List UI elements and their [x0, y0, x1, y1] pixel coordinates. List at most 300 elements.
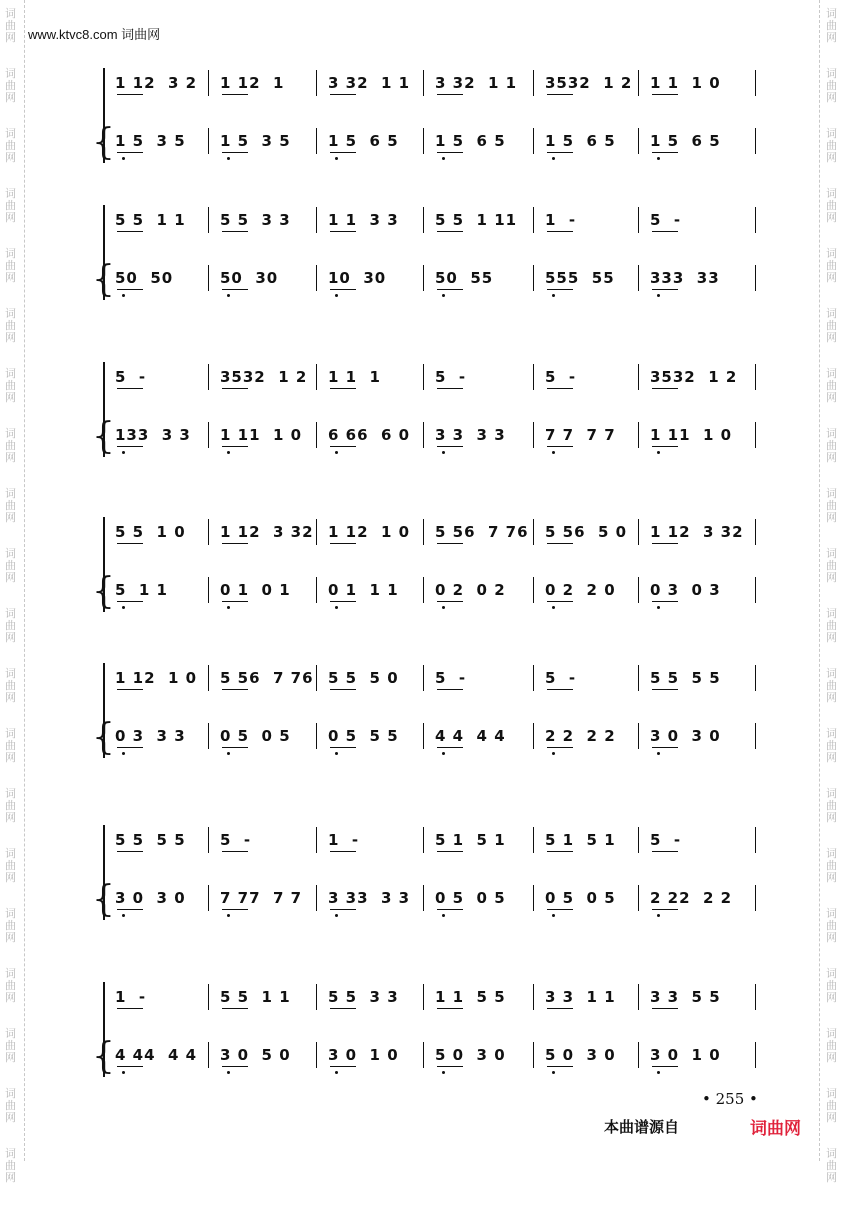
beam-underline	[547, 1008, 573, 1009]
watermark-char: 词	[5, 787, 16, 800]
melody-measure: 5 56 5 0	[545, 523, 628, 541]
watermark-char: 曲	[826, 619, 837, 632]
watermark-char: 词	[826, 67, 837, 80]
octave-dot	[227, 1071, 230, 1074]
beam-underline	[117, 543, 143, 544]
watermark-char: 网	[826, 811, 837, 824]
accompaniment-measure: 3 0 1 0	[328, 1046, 399, 1064]
accompaniment-measure: 1 11 1 0	[220, 426, 303, 444]
watermark-char: 词	[826, 247, 837, 260]
watermark-char: 曲	[826, 499, 837, 512]
octave-dot	[227, 914, 230, 917]
watermark-char: 词	[5, 307, 16, 320]
watermark-char: 曲	[826, 379, 837, 392]
bar-line	[316, 984, 317, 1010]
beam-underline	[547, 152, 573, 153]
melody-measure: 5 -	[650, 211, 682, 229]
melody-measure: 5 5 1 1	[220, 988, 291, 1006]
bar-line	[533, 885, 534, 911]
beam-underline	[222, 231, 248, 232]
octave-dot	[657, 752, 660, 755]
bar-line	[638, 723, 639, 749]
watermark-char: 曲	[826, 1039, 837, 1052]
watermark-char: 词	[826, 907, 837, 920]
watermark-char: 网	[826, 451, 837, 464]
watermark-char: 曲	[826, 139, 837, 152]
bar-line	[316, 885, 317, 911]
bar-line	[208, 128, 209, 154]
accompaniment-measure: 1 5 6 5	[545, 132, 616, 150]
melody-measure: 3 3 1 1	[545, 988, 616, 1006]
bar-line	[208, 70, 209, 96]
lower-staff-brace: {	[92, 122, 115, 163]
beam-underline	[547, 909, 573, 910]
bar-line	[316, 128, 317, 154]
bar-line	[208, 364, 209, 390]
melody-measure: 1 12 3 2	[115, 74, 198, 92]
accompaniment-measure: 0 3 3 3	[115, 727, 186, 745]
watermark-char: 网	[826, 1111, 837, 1124]
bar-line	[208, 665, 209, 691]
beam-underline	[117, 1008, 143, 1009]
accompaniment-measure: 4 4 4 4	[435, 727, 506, 745]
accompaniment-measure: 7 7 7 7	[545, 426, 616, 444]
accompaniment-measure: 555 55	[545, 269, 615, 287]
beam-underline	[330, 689, 356, 690]
melody-measure: 5 -	[545, 669, 577, 687]
beam-underline	[222, 152, 248, 153]
octave-dot	[122, 606, 125, 609]
bar-line	[533, 577, 534, 603]
beam-underline	[330, 231, 356, 232]
watermark-char: 词	[826, 367, 837, 380]
octave-dot	[657, 451, 660, 454]
melody-measure: 3 32 1 1	[435, 74, 518, 92]
accompaniment-measure: 3 0 1 0	[650, 1046, 721, 1064]
beam-underline	[652, 1008, 678, 1009]
octave-dot	[122, 451, 125, 454]
watermark-char: 曲	[826, 79, 837, 92]
beam-underline	[117, 152, 143, 153]
bar-line	[533, 364, 534, 390]
melody-measure: 3532 1 2	[545, 74, 633, 92]
bar-line	[423, 128, 424, 154]
beam-underline	[222, 1066, 248, 1067]
watermark-char: 词	[826, 307, 837, 320]
bar-line	[208, 984, 209, 1010]
bar-line	[316, 827, 317, 853]
bar-line	[316, 422, 317, 448]
watermark-char: 网	[826, 31, 837, 44]
melody-measure: 1 1 5 5	[435, 988, 506, 1006]
watermark-char: 词	[826, 7, 837, 20]
bar-line	[423, 265, 424, 291]
melody-measure: 5 -	[545, 368, 577, 386]
watermark-char: 曲	[5, 799, 16, 812]
melody-measure: 1 12 1 0	[328, 523, 411, 541]
beam-underline	[547, 689, 573, 690]
bar-line	[316, 265, 317, 291]
watermark-char: 网	[826, 871, 837, 884]
watermark-char: 网	[5, 691, 16, 704]
accompaniment-measure: 5 0 3 0	[545, 1046, 616, 1064]
melody-measure: 3 32 1 1	[328, 74, 411, 92]
watermark-char: 曲	[5, 319, 16, 332]
beam-underline	[330, 747, 356, 748]
melody-measure: 1 12 3 32	[220, 523, 314, 541]
beam-underline	[547, 747, 573, 748]
bar-line	[638, 885, 639, 911]
beam-underline	[437, 289, 463, 290]
bar-line	[423, 422, 424, 448]
bar-line	[533, 1042, 534, 1068]
beam-underline	[437, 601, 463, 602]
beam-underline	[437, 94, 463, 95]
octave-dot	[442, 294, 445, 297]
beam-underline	[330, 909, 356, 910]
bar-line	[533, 665, 534, 691]
watermark-char: 词	[5, 667, 16, 680]
watermark-char: 网	[5, 91, 16, 104]
watermark-char: 词	[826, 787, 837, 800]
bar-line	[638, 984, 639, 1010]
beam-underline	[437, 851, 463, 852]
watermark-char: 网	[5, 391, 16, 404]
bar-line	[533, 827, 534, 853]
beam-underline	[652, 689, 678, 690]
bar-line	[208, 422, 209, 448]
site-url-header[interactable]: www.ktvc8.com 词曲网	[28, 27, 161, 42]
beam-underline	[222, 1008, 248, 1009]
octave-dot	[335, 157, 338, 160]
bar-line	[638, 519, 639, 545]
octave-dot	[552, 1071, 555, 1074]
accompaniment-measure: 10 30	[328, 269, 387, 287]
beam-underline	[437, 446, 463, 447]
bar-line	[316, 364, 317, 390]
bar-line	[423, 207, 424, 233]
watermark-char: 词	[826, 187, 837, 200]
lower-staff-brace: {	[92, 879, 115, 920]
octave-dot	[227, 606, 230, 609]
bar-line	[423, 984, 424, 1010]
bar-line	[638, 364, 639, 390]
bar-line	[423, 70, 424, 96]
watermark-char: 曲	[5, 1099, 16, 1112]
bar-line	[316, 519, 317, 545]
watermark-char: 曲	[5, 379, 16, 392]
bar-line	[208, 885, 209, 911]
beam-underline	[547, 601, 573, 602]
watermark-char: 曲	[5, 439, 16, 452]
beam-underline	[330, 1008, 356, 1009]
accompaniment-measure: 5 0 3 0	[435, 1046, 506, 1064]
source-site-logo[interactable]: 词曲网	[750, 1119, 801, 1138]
watermark-char: 曲	[5, 739, 16, 752]
watermark-char: 网	[826, 931, 837, 944]
watermark-char: 曲	[5, 1159, 16, 1172]
bar-line	[316, 723, 317, 749]
beam-underline	[437, 1066, 463, 1067]
melody-measure: 5 5 5 0	[328, 669, 399, 687]
beam-underline	[117, 388, 143, 389]
bar-line	[533, 984, 534, 1010]
watermark-char: 曲	[5, 919, 16, 932]
beam-underline	[222, 543, 248, 544]
beam-underline	[437, 689, 463, 690]
beam-underline	[652, 747, 678, 748]
melody-measure: 1 -	[545, 211, 577, 229]
watermark-char: 网	[826, 271, 837, 284]
watermark-char: 曲	[5, 79, 16, 92]
accompaniment-measure: 3 33 3 3	[328, 889, 411, 907]
accompaniment-measure: 0 2 0 2	[435, 581, 506, 599]
watermark-char: 曲	[826, 919, 837, 932]
watermark-char: 词	[5, 487, 16, 500]
beam-underline	[117, 851, 143, 852]
lower-staff-brace: {	[92, 1036, 115, 1077]
melody-measure: 5 56 7 76	[220, 669, 314, 687]
melody-measure: 3 3 5 5	[650, 988, 721, 1006]
watermark-char: 网	[826, 991, 837, 1004]
beam-underline	[330, 851, 356, 852]
beam-underline	[437, 152, 463, 153]
bar-line	[533, 723, 534, 749]
beam-underline	[547, 231, 573, 232]
melody-measure: 1 12 1	[220, 74, 285, 92]
watermark-char: 网	[5, 271, 16, 284]
melody-measure: 1 -	[328, 831, 360, 849]
bar-line	[755, 885, 756, 911]
bar-line	[423, 1042, 424, 1068]
accompaniment-measure: 2 2 2 2	[545, 727, 616, 745]
watermark-char: 词	[826, 547, 837, 560]
bar-line	[755, 422, 756, 448]
accompaniment-measure: 0 5 0 5	[435, 889, 506, 907]
source-label: 本曲谱源自	[604, 1119, 680, 1136]
bar-line	[755, 207, 756, 233]
melody-measure: 5 5 1 0	[115, 523, 186, 541]
melody-measure: 5 -	[115, 368, 147, 386]
melody-measure: 5 5 1 11	[435, 211, 518, 229]
watermark-char: 词	[826, 607, 837, 620]
watermark-char: 词	[826, 487, 837, 500]
beam-underline	[117, 1066, 143, 1067]
melody-measure: 1 1 1 0	[650, 74, 721, 92]
bar-line	[208, 723, 209, 749]
bar-line	[638, 207, 639, 233]
watermark-char: 词	[826, 1027, 837, 1040]
beam-underline	[117, 909, 143, 910]
bar-line	[533, 422, 534, 448]
beam-underline	[117, 94, 143, 95]
watermark-char: 词	[826, 727, 837, 740]
beam-underline	[222, 909, 248, 910]
melody-measure: 1 -	[115, 988, 147, 1006]
watermark-char: 网	[826, 331, 837, 344]
watermark-char: 网	[826, 1171, 837, 1184]
melody-measure: 5 5 3 3	[328, 988, 399, 1006]
lower-staff-brace: {	[92, 416, 115, 457]
watermark-char: 曲	[5, 979, 16, 992]
beam-underline	[437, 909, 463, 910]
accompaniment-measure: 2 22 2 2	[650, 889, 733, 907]
octave-dot	[657, 914, 660, 917]
octave-dot	[552, 157, 555, 160]
watermark-char: 曲	[826, 979, 837, 992]
octave-dot	[122, 294, 125, 297]
accompaniment-measure: 0 1 1 1	[328, 581, 399, 599]
watermark-char: 曲	[5, 139, 16, 152]
octave-dot	[442, 157, 445, 160]
octave-dot	[122, 157, 125, 160]
watermark-char: 网	[5, 451, 16, 464]
beam-underline	[547, 543, 573, 544]
octave-dot	[552, 752, 555, 755]
melody-measure: 5 5 3 3	[220, 211, 291, 229]
beam-underline	[437, 543, 463, 544]
watermark-char: 网	[826, 691, 837, 704]
watermark-char: 曲	[5, 199, 16, 212]
watermark-char: 词	[5, 367, 16, 380]
octave-dot	[442, 451, 445, 454]
bar-line	[533, 265, 534, 291]
watermark-char: 网	[826, 751, 837, 764]
accompaniment-measure: 1 5 6 5	[650, 132, 721, 150]
beam-underline	[652, 909, 678, 910]
bar-line	[755, 984, 756, 1010]
accompaniment-measure: 0 5 0 5	[545, 889, 616, 907]
beam-underline	[330, 152, 356, 153]
beam-underline	[652, 152, 678, 153]
watermark-char: 词	[5, 547, 16, 560]
bar-line	[638, 128, 639, 154]
watermark-char: 词	[5, 1147, 16, 1160]
watermark-char: 词	[5, 907, 16, 920]
octave-dot	[442, 1071, 445, 1074]
watermark-char: 曲	[826, 439, 837, 452]
bar-line	[638, 70, 639, 96]
watermark-char: 词	[5, 187, 16, 200]
watermark-char: 词	[5, 247, 16, 260]
accompaniment-measure: 0 5 0 5	[220, 727, 291, 745]
watermark-char: 词	[5, 847, 16, 860]
watermark-char: 词	[5, 1087, 16, 1100]
melody-measure: 1 1 3 3	[328, 211, 399, 229]
watermark-char: 网	[5, 811, 16, 824]
beam-underline	[547, 289, 573, 290]
bar-line	[755, 364, 756, 390]
melody-measure: 5 5 5 5	[650, 669, 721, 687]
octave-dot	[657, 1071, 660, 1074]
bar-line	[423, 364, 424, 390]
bar-line	[208, 827, 209, 853]
accompaniment-measure: 1 5 3 5	[220, 132, 291, 150]
beam-underline	[652, 851, 678, 852]
bar-line	[638, 827, 639, 853]
watermark-char: 曲	[5, 499, 16, 512]
beam-underline	[547, 94, 573, 95]
watermark-char: 词	[826, 847, 837, 860]
octave-dot	[335, 914, 338, 917]
bar-line	[533, 207, 534, 233]
melody-measure: 1 12 3 32	[650, 523, 744, 541]
watermark-char: 曲	[826, 739, 837, 752]
accompaniment-measure: 5 1 1	[115, 581, 168, 599]
beam-underline	[222, 747, 248, 748]
watermark-char: 网	[5, 151, 16, 164]
octave-dot	[657, 606, 660, 609]
bar-line	[423, 665, 424, 691]
watermark-char: 网	[826, 211, 837, 224]
beam-underline	[437, 1008, 463, 1009]
beam-underline	[652, 94, 678, 95]
beam-underline	[117, 689, 143, 690]
bar-line	[423, 885, 424, 911]
accompaniment-measure: 1 5 6 5	[435, 132, 506, 150]
watermark-char: 网	[826, 391, 837, 404]
beam-underline	[117, 601, 143, 602]
accompaniment-measure: 1 5 6 5	[328, 132, 399, 150]
accompaniment-measure: 50 30	[220, 269, 279, 287]
beam-underline	[547, 851, 573, 852]
watermark-char: 网	[826, 91, 837, 104]
bar-line	[423, 827, 424, 853]
melody-measure: 5 -	[220, 831, 252, 849]
watermark-char: 曲	[826, 679, 837, 692]
bar-line	[755, 128, 756, 154]
accompaniment-measure: 1 5 3 5	[115, 132, 186, 150]
octave-dot	[335, 752, 338, 755]
bar-line	[423, 519, 424, 545]
watermark-char: 网	[5, 931, 16, 944]
watermark-char: 词	[826, 127, 837, 140]
watermark-char: 曲	[5, 679, 16, 692]
watermark-char: 词	[5, 967, 16, 980]
watermark-char: 曲	[5, 1039, 16, 1052]
bar-line	[316, 70, 317, 96]
watermark-char: 曲	[826, 559, 837, 572]
melody-measure: 5 5 5 5	[115, 831, 186, 849]
octave-dot	[442, 914, 445, 917]
accompaniment-measure: 133 3 3	[115, 426, 191, 444]
watermark-char: 曲	[5, 559, 16, 572]
beam-underline	[652, 543, 678, 544]
bar-line	[755, 1042, 756, 1068]
watermark-char: 网	[826, 511, 837, 524]
beam-underline	[437, 388, 463, 389]
watermark-char: 词	[826, 967, 837, 980]
octave-dot	[552, 606, 555, 609]
melody-measure: 5 1 5 1	[435, 831, 506, 849]
accompaniment-measure: 1 11 1 0	[650, 426, 733, 444]
bar-line	[755, 827, 756, 853]
bar-line	[638, 1042, 639, 1068]
beam-underline	[652, 446, 678, 447]
octave-dot	[335, 1071, 338, 1074]
accompaniment-measure: 50 50	[115, 269, 174, 287]
watermark-char: 曲	[826, 1099, 837, 1112]
bar-line	[755, 723, 756, 749]
watermark-char: 曲	[826, 19, 837, 32]
watermark-char: 网	[5, 631, 16, 644]
accompaniment-measure: 0 5 5 5	[328, 727, 399, 745]
accompaniment-measure: 50 55	[435, 269, 494, 287]
watermark-char: 词	[5, 1027, 16, 1040]
beam-underline	[652, 289, 678, 290]
watermark-char: 词	[5, 427, 16, 440]
accompaniment-measure: 0 2 2 0	[545, 581, 616, 599]
